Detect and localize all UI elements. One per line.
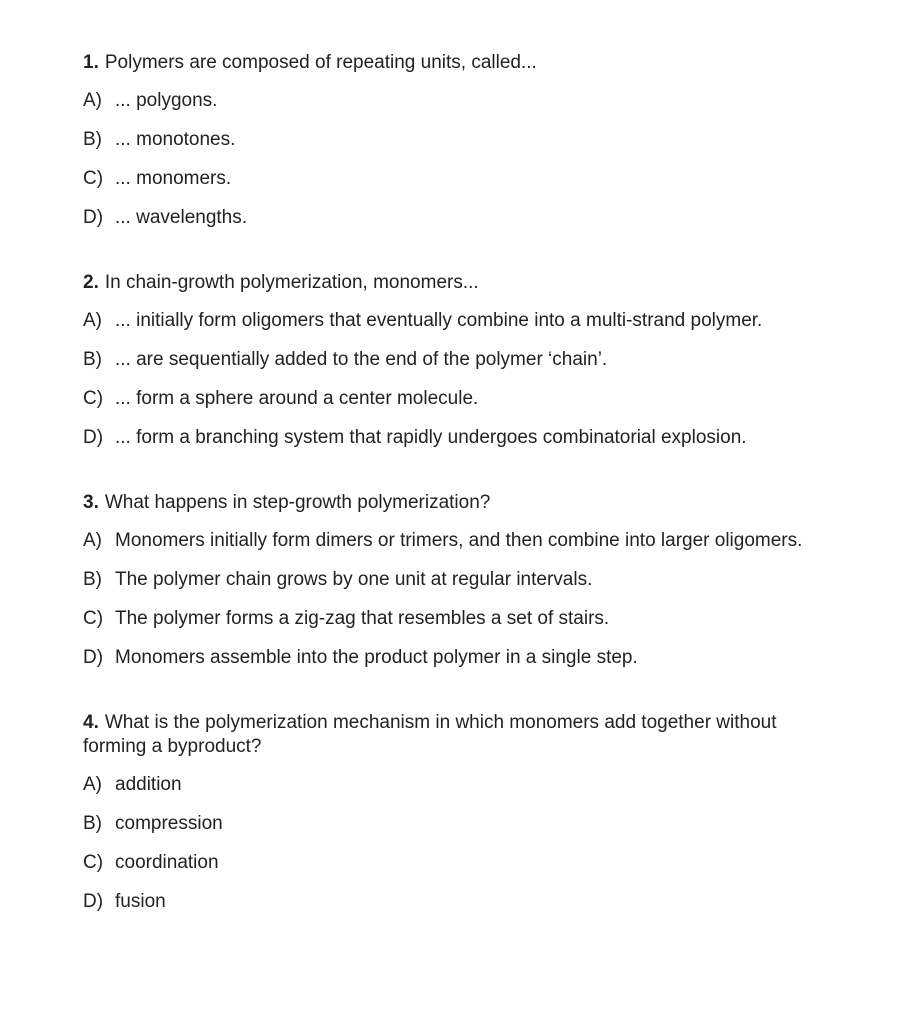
option-letter: C) xyxy=(83,608,104,629)
option-b[interactable] xyxy=(83,812,872,836)
option-letter: C) xyxy=(83,852,104,873)
option-d[interactable] xyxy=(83,206,872,230)
option-text: compression xyxy=(115,813,223,834)
option-d[interactable] xyxy=(83,426,872,450)
option-text: ... are sequentially added to the end of the polymer ‘chain’. xyxy=(115,349,608,370)
option-letter: A) xyxy=(83,310,102,331)
question-1 xyxy=(83,51,872,230)
option-a[interactable] xyxy=(83,89,872,113)
option-c[interactable] xyxy=(83,607,872,631)
option-c[interactable] xyxy=(83,167,872,191)
option-letter: D) xyxy=(83,207,104,228)
option-list xyxy=(83,309,872,450)
option-c[interactable] xyxy=(83,851,872,875)
option-text: ... initially form oligomers that eventually combine into a multi-strand polymer. xyxy=(115,310,763,331)
question-stem xyxy=(83,711,843,759)
question-3 xyxy=(83,491,872,670)
option-d[interactable] xyxy=(83,890,872,914)
question-stem xyxy=(83,51,872,75)
question-number: 2. xyxy=(83,272,99,293)
option-text: ... form a sphere around a center molecule. xyxy=(115,388,479,409)
option-b[interactable] xyxy=(83,128,872,152)
option-text: ... form a branching system that rapidly undergoes combinatorial explosion. xyxy=(115,427,747,448)
option-list xyxy=(83,529,872,670)
question-text: What is the polymerization mechanism in which monomers add together without forming a byproduct? xyxy=(83,712,777,757)
option-text: The polymer forms a zig-zag that resembles a set of stairs. xyxy=(115,608,610,629)
question-number: 3. xyxy=(83,492,99,513)
option-letter: A) xyxy=(83,774,102,795)
option-letter: D) xyxy=(83,891,104,912)
question-text: What happens in step-growth polymerization? xyxy=(104,492,491,513)
option-letter: A) xyxy=(83,530,102,551)
question-2 xyxy=(83,271,872,450)
option-d[interactable] xyxy=(83,646,872,670)
option-letter: D) xyxy=(83,647,104,668)
question-4 xyxy=(83,711,872,914)
option-a[interactable] xyxy=(83,773,872,797)
question-text: Polymers are composed of repeating units, called... xyxy=(104,52,537,73)
option-b[interactable] xyxy=(83,348,872,372)
option-text: ... wavelengths. xyxy=(115,207,248,228)
option-letter: B) xyxy=(83,813,102,834)
option-text: The polymer chain grows by one unit at regular intervals. xyxy=(115,569,593,590)
option-text: fusion xyxy=(115,891,166,912)
question-stem xyxy=(83,271,872,295)
option-text: ... polygons. xyxy=(115,90,218,111)
option-letter: C) xyxy=(83,168,104,189)
question-text: In chain-growth polymerization, monomers... xyxy=(104,272,479,293)
option-a[interactable] xyxy=(83,309,872,333)
option-list xyxy=(83,89,872,230)
option-letter: B) xyxy=(83,349,102,370)
option-text: ... monomers. xyxy=(115,168,232,189)
option-text: ... monotones. xyxy=(115,129,236,150)
option-c[interactable] xyxy=(83,387,872,411)
option-text: coordination xyxy=(115,852,219,873)
option-b[interactable] xyxy=(83,568,872,592)
option-text: Monomers initially form dimers or trimers, and then combine into larger oligomers. xyxy=(115,530,803,551)
option-text: addition xyxy=(115,774,182,795)
option-letter: C) xyxy=(83,388,104,409)
question-number: 1. xyxy=(83,52,99,73)
option-letter: B) xyxy=(83,569,102,590)
option-list xyxy=(83,773,872,914)
option-a[interactable] xyxy=(83,529,872,553)
question-number: 4. xyxy=(83,712,99,733)
option-letter: B) xyxy=(83,129,102,150)
option-letter: D) xyxy=(83,427,104,448)
option-text: Monomers assemble into the product polymer in a single step. xyxy=(115,647,638,668)
option-letter: A) xyxy=(83,90,102,111)
question-stem xyxy=(83,491,872,515)
